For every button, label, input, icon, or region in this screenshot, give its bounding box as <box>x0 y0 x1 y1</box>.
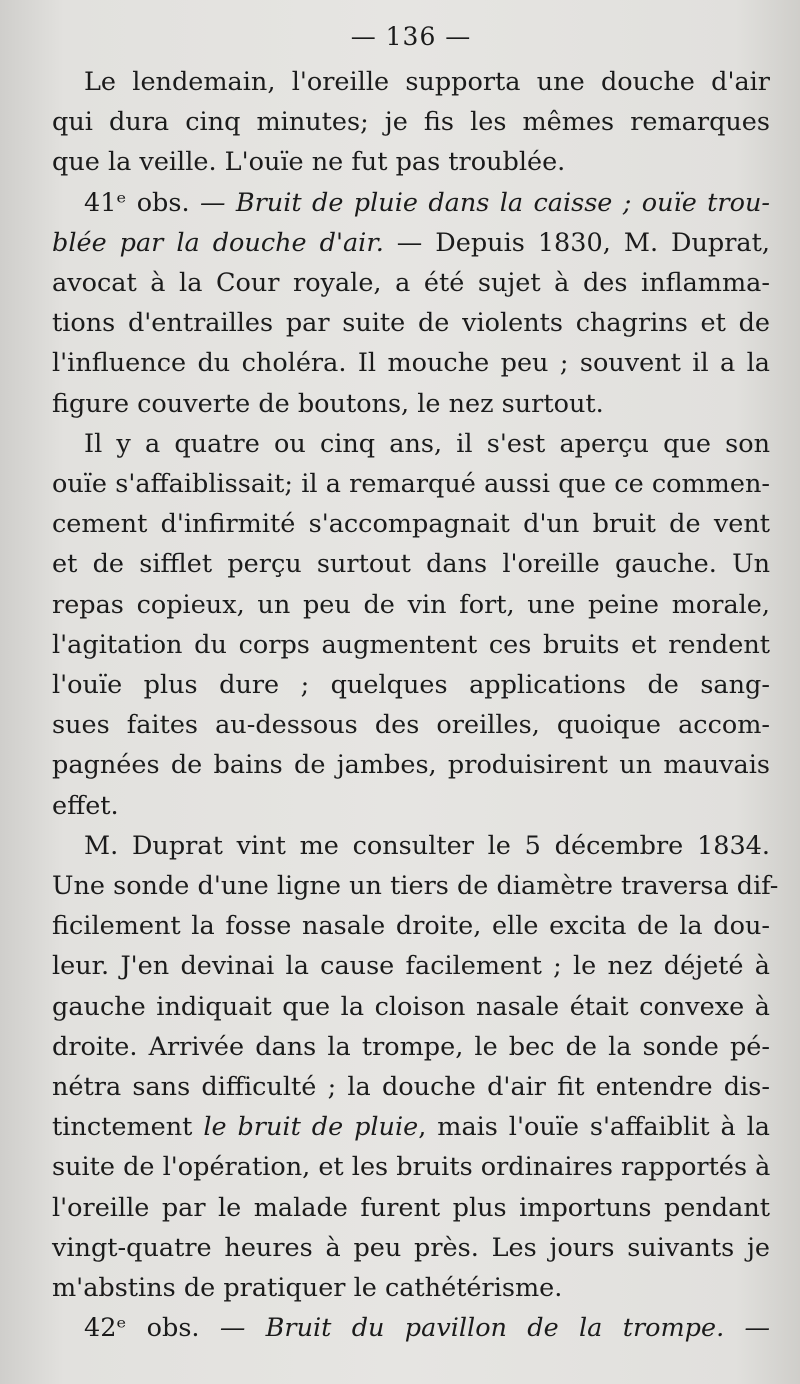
text-line: ouïe s'affaiblissait; il a remarqué aussi que ce commen- <box>52 469 770 500</box>
text-line: M. Duprat vint me consulter le 5 décembre 1834. <box>84 830 770 861</box>
text-line: Une sonde d'une ligne un tiers de diamètre traversa dif- <box>52 871 779 902</box>
text-line: avocat à la Cour royale, a été sujet à des inflamma- <box>52 268 770 299</box>
text-line: leur. J'en devinai la cause facilement ; le nez déjeté à <box>52 951 770 982</box>
text-line: sues faites au-dessous des oreilles, quoique accom- <box>52 710 770 741</box>
observation-42 <box>52 1308 770 1348</box>
observation-title-cont: blée par la douche d'air. <box>52 227 384 258</box>
text-line: droite. Arrivée dans la trompe, le bec de la sonde pé- <box>52 1031 770 1062</box>
text-line: qui dura cinq minutes; je fis les mêmes remarques <box>52 107 770 138</box>
text-line: l'oreille par le malade furent plus importuns pendant <box>52 1192 770 1223</box>
observation-heading-line <box>52 223 770 263</box>
text-fragment: — Depuis 1830, M. Duprat, <box>383 227 770 258</box>
text-line: nétra sans difficulté ; la douche d'air fit entendre dis- <box>52 1072 770 1103</box>
text-line: Le lendemain, l'oreille supporta une douche d'air <box>84 67 770 97</box>
observation-heading-line <box>52 1308 770 1348</box>
text-line: pagnées de bains de jambes, produisirent un mauvais <box>52 750 770 781</box>
text-line: Il y a quatre ou cinq ans, il s'est aperçu que son <box>84 428 770 459</box>
paragraph-1 <box>52 62 770 183</box>
text-line: l'influence du choléra. Il mouche peu ; souvent il a la <box>52 348 770 379</box>
text-line: l'agitation du corps augmentent ces bruits et rendent <box>52 629 770 660</box>
observation-label: 41ᵉ obs. <box>84 187 190 218</box>
text-line: suite de l'opération, et les bruits ordinaires rapportés à <box>52 1152 771 1183</box>
text-fragment: , mais l'ouïe s'affaiblit à la <box>418 1112 770 1143</box>
text-line: et de sifflet perçu surtout dans l'oreille gauche. Un <box>52 549 770 580</box>
page-number: — 136 — <box>350 22 472 51</box>
text-line: repas copieux, un peu de vin fort, une peine morale, <box>52 589 770 620</box>
text-line: effet. <box>52 790 119 821</box>
text-line: figure couverte de boutons, le nez surtout. <box>52 388 604 419</box>
text-fragment: tinctement <box>52 1112 204 1143</box>
text-line: vingt-quatre heures à peu près. Les jours suivants je <box>52 1232 770 1263</box>
observation-label: 42ᵉ obs. <box>84 1313 200 1344</box>
paragraph-3 <box>52 424 770 826</box>
observation-41 <box>52 183 770 424</box>
text-line: m'abstins de pratiquer le cathétérisme. <box>52 1273 563 1304</box>
italic-phrase: le bruit de pluie <box>203 1112 419 1143</box>
text-line: l'ouïe plus dure ; quelques applications de sang- <box>52 670 770 701</box>
text-line: ficilement la fosse nasale droite, elle excita de la dou- <box>52 911 770 942</box>
paragraph-4 <box>52 826 779 1308</box>
text-line: cement d'infirmité s'accompagnait d'un bruit de vent <box>52 509 770 540</box>
text-line: tions d'entrailles par suite de violents chagrins et de <box>52 308 770 339</box>
text-line-with-italic <box>52 1107 770 1147</box>
observation-title: — Bruit du pavillon de la trompe. — <box>219 1313 771 1344</box>
text-line: gauche indiquait que la cloison nasale était convexe à <box>52 991 770 1022</box>
observation-heading-line <box>52 183 770 223</box>
text-line: que la veille. L'ouïe ne fut pas troublée. <box>52 147 566 178</box>
observation-title: — Bruit de pluie dans la caisse ; ouïe trou- <box>199 187 770 218</box>
